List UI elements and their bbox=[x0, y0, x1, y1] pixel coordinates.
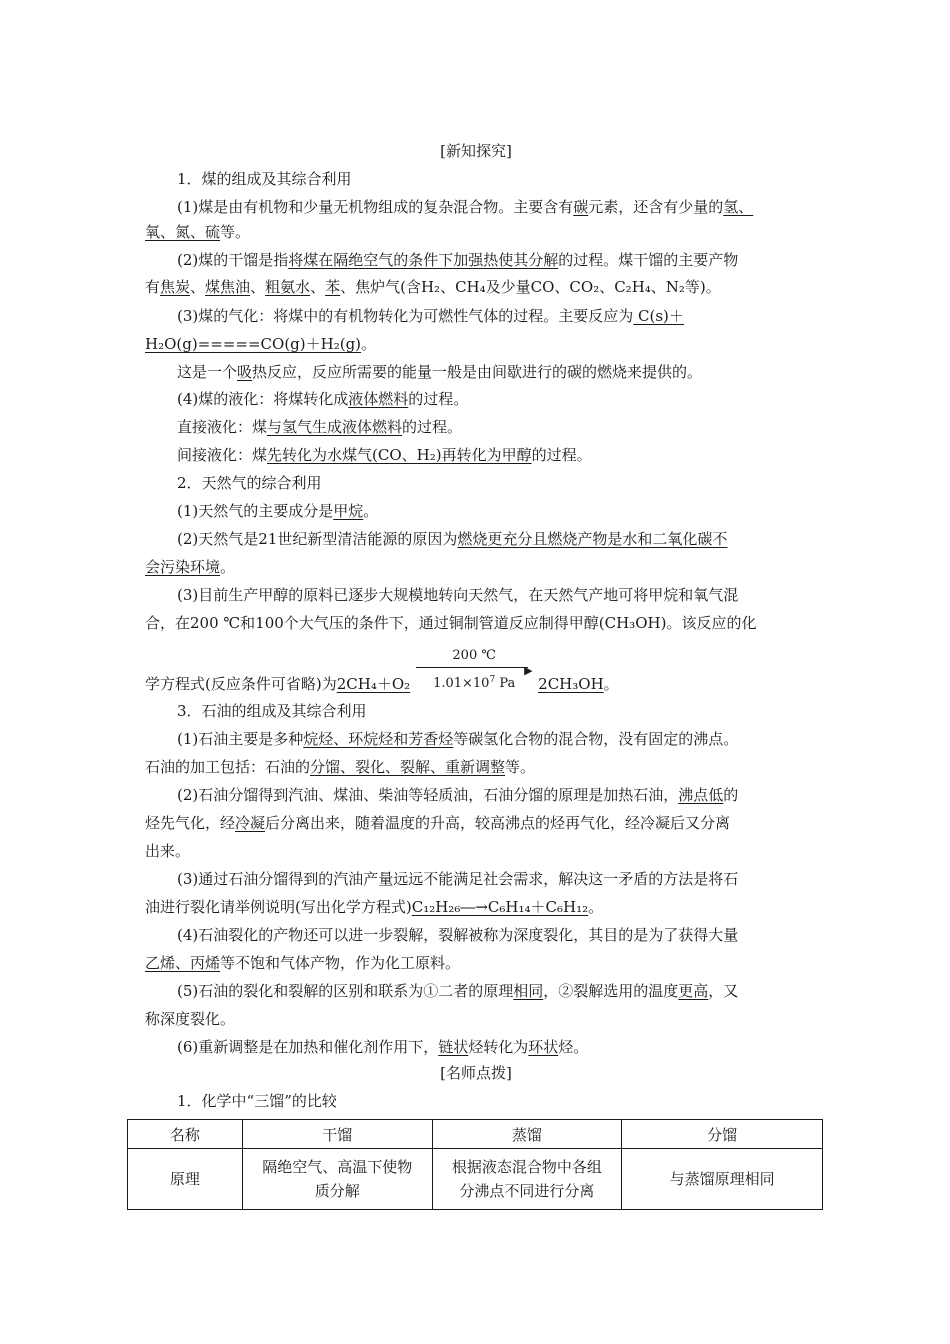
section-title-natural-gas: 2．天然气的综合利用 bbox=[177, 474, 322, 492]
table-header-row bbox=[128, 1120, 823, 1149]
table-header-name: 名称 bbox=[128, 1120, 243, 1149]
paragraph-coal-dry-distillation: (2)煤的干馏是指将煤在隔绝空气的条件下加强热使其分解的过程。煤干馏的主要产物 bbox=[177, 251, 739, 269]
paragraph-natural-gas-component: (1)天然气的主要成分是甲烷。 bbox=[177, 502, 379, 520]
paragraph-deep-cracking: (4)石油裂化的产物还可以进一步裂解，裂解被称为深度裂化，其目的是为了获得大量 bbox=[177, 926, 739, 944]
paragraph-cracking-comparison-cont: 称深度裂化。 bbox=[145, 1010, 236, 1028]
paragraph-fractional-distillation-cont: 烃先气化，经冷凝后分离出来，随着温度的升高，较高沸点的烃再气化，经冷凝后又分离 bbox=[145, 814, 731, 832]
paragraph-methanol-cont: 合，在200 ℃和100个大气压的条件下，通过铜制管道反应制得甲醇(CH₃OH)。该反应的化 bbox=[145, 614, 757, 632]
section-title-petroleum: 3．石油的组成及其综合利用 bbox=[177, 702, 367, 720]
reaction-condition-pressure: $1.01\times 10^7$ Pa bbox=[433, 675, 516, 691]
paragraph-methanol-equation: 学方程式(反应条件可省略)为2CH₄＋O₂ 200 ℃ ▶ $1.01\times 10^7$ Pa 2CH₃OH。 bbox=[145, 648, 619, 693]
paragraph-reforming: (6)重新调整是在加热和催化剂作用下，链状烃转化为环状烃。 bbox=[177, 1038, 589, 1056]
section-title-coal: 1．煤的组成及其综合利用 bbox=[177, 170, 352, 188]
comparison-table bbox=[127, 1119, 823, 1210]
paragraph-cracking-equation: 油进行裂化请举例说明(写出化学方程式)C₁₂H₂₆―→C₆H₁₄＋C₆H₁₂。 bbox=[145, 898, 604, 916]
reaction-arrow bbox=[414, 648, 534, 694]
paragraph-deep-cracking-cont: 乙烯、丙烯等不饱和气体产物，作为化工原料。 bbox=[145, 954, 461, 972]
paragraph-endothermic: 这是一个吸热反应，反应所需要的能量一般是由间歇进行的碳的燃烧来提供的。 bbox=[177, 363, 703, 381]
paragraph-petroleum-composition: (1)石油主要是多种烷烃、环烷烃和芳香烃等碳氢化合物的混合物，没有固定的沸点。 bbox=[177, 730, 739, 748]
section-title-three-distillations: 1．化学中“三馏”的比较 bbox=[177, 1092, 337, 1110]
paragraph-coal-gasification: (3)煤的气化：将煤中的有机物转化为可燃性气体的过程。主要反应为 C(s)＋ bbox=[177, 307, 684, 325]
paragraph-coal-gasification-equation: H₂O(g)=====CO(g)＋H₂(g)。 bbox=[145, 335, 377, 353]
paragraph-coal-composition-cont: 氧、氮、硫等。 bbox=[145, 223, 251, 241]
paragraph-coal-composition: (1)煤是由有机物和少量无机物组成的复杂混合物。主要含有碳元素，还含有少量的氢、 bbox=[177, 198, 754, 216]
paragraph-methanol: (3)目前生产甲醇的原料已逐步大规模地转向天然气，在天然气产地可将甲烷和氧气混 bbox=[177, 586, 739, 604]
paragraph-fractional-distillation-end: 出来。 bbox=[145, 842, 191, 860]
section-header-new-knowledge: [新知探究] bbox=[440, 142, 512, 160]
section-header-teacher-tips: [名师点拨] bbox=[440, 1064, 512, 1082]
table-row bbox=[128, 1149, 823, 1210]
paragraph-coal-dry-distillation-cont: 有焦炭、煤焦油、粗氨水、苯、焦炉气(含H₂、CH₄及少量CO、CO₂、C₂H₄、N₂等)。 bbox=[145, 278, 721, 296]
reaction-condition-temperature: 200 ℃ bbox=[452, 648, 496, 663]
table-cell-fractional-distillation: 与蒸馏原理相同 bbox=[622, 1149, 823, 1210]
table-cell-dry-distillation: 隔绝空气、高温下使物 质分解 bbox=[242, 1149, 432, 1210]
paragraph-coal-liquefaction: (4)煤的液化：将煤转化成液体燃料的过程。 bbox=[177, 390, 469, 408]
paragraph-cracking: (3)通过石油分馏得到的汽油产量远远不能满足社会需求，解决这一矛盾的方法是将石 bbox=[177, 870, 739, 888]
table-cell-principle-label: 原理 bbox=[128, 1149, 243, 1210]
table-header-distillation: 蒸馏 bbox=[432, 1120, 622, 1149]
paragraph-cracking-comparison: (5)石油的裂化和裂解的区别和联系为①二者的原理相同，②裂解选用的温度更高，又 bbox=[177, 982, 739, 1000]
paragraph-direct-liquefaction: 直接液化：煤与氢气生成液体燃料的过程。 bbox=[177, 418, 463, 436]
paragraph-clean-energy-cont: 会污染环境。 bbox=[145, 558, 236, 576]
arrow-head-icon: ▶ bbox=[524, 664, 533, 677]
table-header-dry-distillation: 干馏 bbox=[242, 1120, 432, 1149]
paragraph-indirect-liquefaction: 间接液化：煤先转化为水煤气(CO、H₂)再转化为甲醇的过程。 bbox=[177, 446, 592, 464]
paragraph-petroleum-processing: 石油的加工包括：石油的分馏、裂化、裂解、重新调整等。 bbox=[145, 758, 536, 776]
paragraph-fractional-distillation: (2)石油分馏得到汽油、煤油、柴油等轻质油，石油分馏的原理是加热石油，沸点低的 bbox=[177, 786, 739, 804]
paragraph-clean-energy: (2)天然气是21世纪新型清洁能源的原因为燃烧更充分且燃烧产物是水和二氧化碳不 bbox=[177, 530, 728, 548]
table-header-fractional-distillation: 分馏 bbox=[622, 1120, 823, 1149]
arrow-line bbox=[416, 667, 528, 668]
table-cell-distillation: 根据液态混合物中各组 分沸点不同进行分离 bbox=[432, 1149, 622, 1210]
